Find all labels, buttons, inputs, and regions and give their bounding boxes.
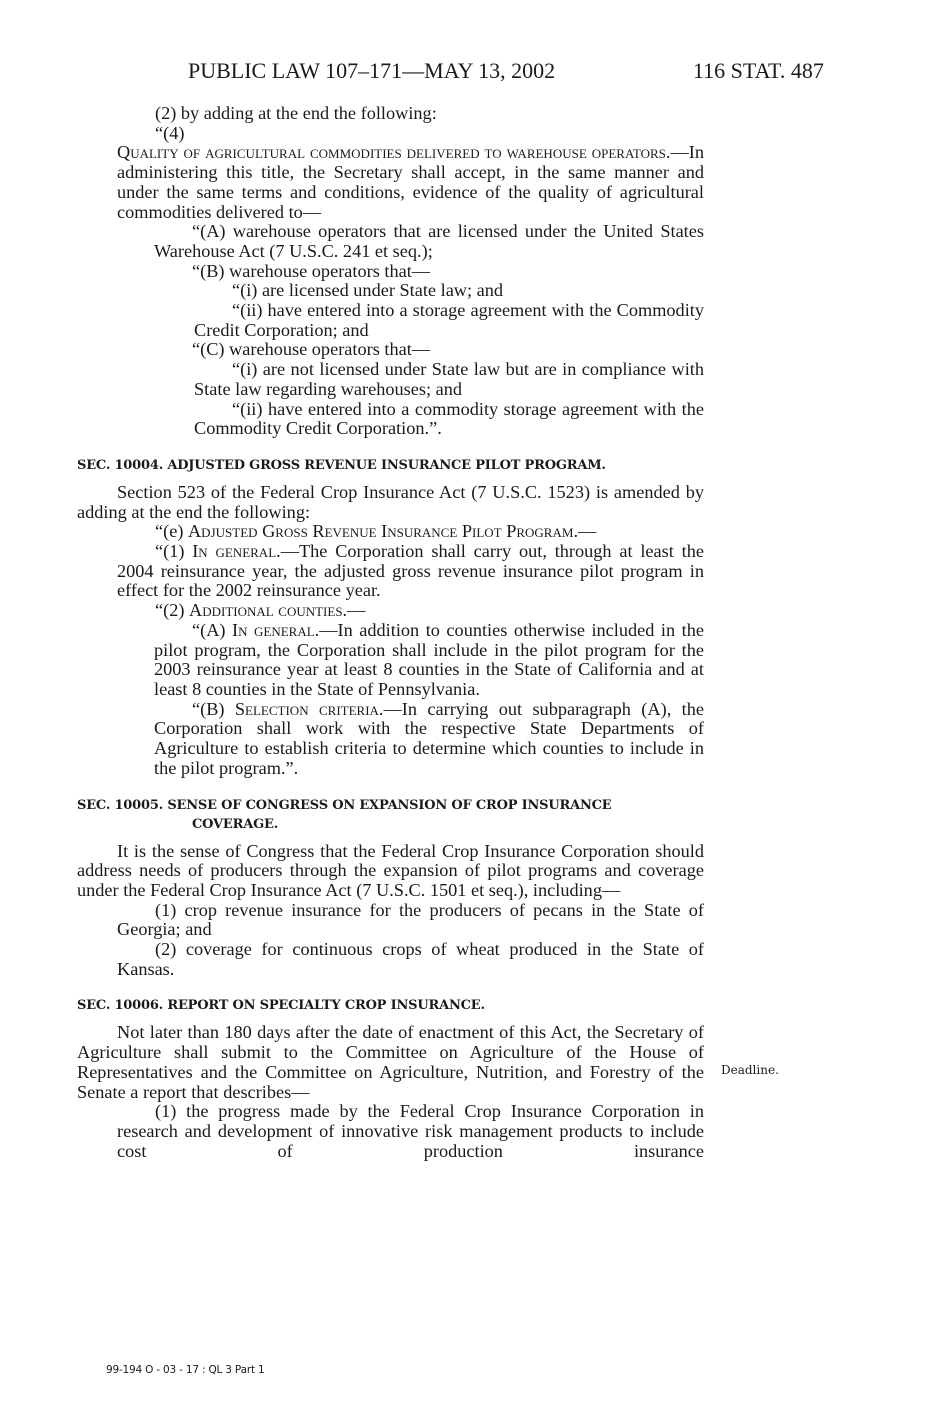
section-10006-intro: Not later than 180 days after the date of enactment of this Act, the Secretary of Agriculture shall submit to the Committee on Agriculture of the House of Representatives and the Committee on Agriculture, Nutrition, and Forestry of the Senate a report that describes— <box>77 1022 704 1102</box>
subparagraph-b: “(B) warehouse operators that— <box>192 260 431 281</box>
clause-b-i: “(i) are licensed under State law; and <box>232 280 504 301</box>
clause-c-i: “(i) are not licensed under State law but are in compliance with State law regarding warehouses; and <box>194 359 704 399</box>
subparagraph-a-in-general: “(A) In general.—In addition to counties otherwise included in the pilot program, the Corporation shall include in the pilot program for the 2003 reinsurance year at least 8 counties in the State of California and at least 8 counties in the State of Pennsylvania. <box>154 619 704 699</box>
subparagraph-a: “(A) warehouse operators that are licensed under the United States Warehouse Act (7 U.S.C. 241 et seq.); <box>154 221 704 261</box>
section-heading-10006: SEC. 10006. REPORT ON SPECIALTY CROP INSURANCE. <box>77 998 485 1014</box>
subparagraph-c: “(C) warehouse operators that— <box>192 339 431 360</box>
margin-note-deadline: Deadline. <box>721 1063 779 1077</box>
paragraph-1-in-general: “(1) In general.—The Corporation shall carry out, through at least the 2004 reinsurance year, the adjusted gross revenue insurance pilot program in effect for the 2002 reinsurance year. <box>117 541 704 601</box>
paragraph-2-caption: Additional counties <box>189 600 343 621</box>
subsection-e-heading: “(e) Adjusted Gross Revenue Insurance Pilot Program.— <box>155 521 597 542</box>
paragraph-4-caption: Quality of agricultural commodities delivered to warehouse operators <box>117 142 666 163</box>
section-10006-item-1: (1) the progress made by the Federal Crop Insurance Corporation in research and development of innovative risk management products to include cost of production insurance <box>117 1101 704 1161</box>
print-job-footer: 99-194 O - 03 - 17 : QL 3 Part 1 <box>106 1364 265 1376</box>
section-10005-item-1: (1) crop revenue insurance for the producers of pecans in the State of Georgia; and <box>117 899 704 940</box>
paragraph-1-caption: In general <box>192 541 277 562</box>
subparagraph-b-selection-criteria: “(B) Selection criteria.—In carrying out subparagraph (A), the Corporation shall work with the respective State Departments of Agriculture to establish criteria to determine which counties to include in the pilot program.”. <box>154 698 704 778</box>
clause-b-ii: “(ii) have entered into a storage agreement with the Commodity Credit Corporation; and <box>194 300 704 340</box>
section-10004-intro: Section 523 of the Federal Crop Insurance Act (7 U.S.C. 1523) is amended by adding at the end the following: <box>77 481 704 522</box>
document-body <box>77 104 704 1161</box>
paragraph-4: Quality of agricultural commodities delivered to warehouse operators.—In administering this title, the Secretary shall accept, in the same manner and under the same terms and conditions, evidence of the quality of agricultural commodities delivered to— <box>117 142 704 222</box>
section-10005-item-2: (2) coverage for continuous crops of wheat produced in the State of Kansas. <box>117 939 704 979</box>
clause-c-ii: “(ii) have entered into a commodity storage agreement with the Commodity Credit Corporation.”. <box>194 398 704 439</box>
subparagraph-b-caption: Selection criteria <box>234 698 379 719</box>
section-10005-intro: It is the sense of Congress that the Federal Crop Insurance Corporation should address needs of producers through the expansion of pilot programs and coverage under the Federal Crop Insurance Act (7 U.S.C. 1501 et seq.), including— <box>77 840 704 900</box>
section-heading-10005: SEC. 10005. SENSE OF CONGRESS ON EXPANSION OF CROP INSURANCE COVERAGE. <box>77 797 612 832</box>
subsection-e-caption: Adjusted Gross Revenue Insurance Pilot Program <box>187 521 574 542</box>
paragraph-4-heading-line: “(4) <box>155 122 185 143</box>
section-heading-10004: SEC. 10004. ADJUSTED GROSS REVENUE INSURANCE PILOT PROGRAM. <box>77 457 606 473</box>
paragraph-2-additional-counties: “(2) Additional counties.— <box>155 600 366 621</box>
amendment-instruction: (2) by adding at the end the following: <box>155 103 437 123</box>
running-head-title: PUBLIC LAW 107–171—MAY 13, 2002 <box>188 58 556 83</box>
statute-page-number: 116 STAT. 487 <box>693 58 824 83</box>
subparagraph-a-caption: In general <box>232 619 315 640</box>
